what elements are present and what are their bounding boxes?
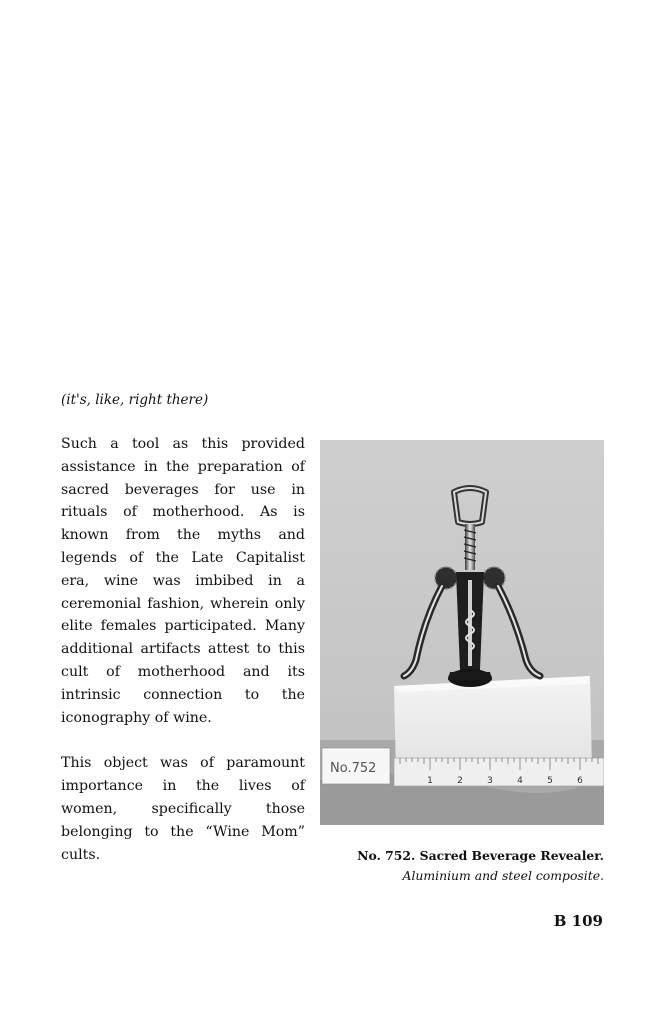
corkscrew-photo [320,440,604,825]
ruler-number: 5 [547,776,553,786]
body-text [61,433,305,889]
label-card-text: No.752 [330,761,377,776]
paragraph-1: Such a tool as this provided assistance in the preparation of sacred beverages for use in rituals of motherhood. As is known from the myths and legends of the Late Capitalist era, wine was imbibed in a ceremonial fashion, wherein only elite females participated. Many additional artifacts attest to this cult of motherhood and its intrinsic connection to the iconography of wine. [61,436,305,726]
ruler-number: 2 [457,776,463,786]
page-number: B 109 [553,912,603,930]
intro-note: (it's, like, right there) [61,392,209,408]
figure-caption [304,846,604,886]
ruler-number: 6 [577,776,583,786]
artifact-photo [320,440,604,825]
ruler-number: 3 [487,776,493,786]
paragraph-2: This object was of paramount importance in the lives of women, specifically those belonging to the “Wine Mom” cults. [61,755,305,863]
ruler-number: 1 [427,776,433,786]
ruler-number: 4 [517,776,523,786]
caption-title: No. 752. Sacred Beverage Revealer. [357,848,604,863]
caption-material: Aluminium and steel composite. [402,868,604,883]
